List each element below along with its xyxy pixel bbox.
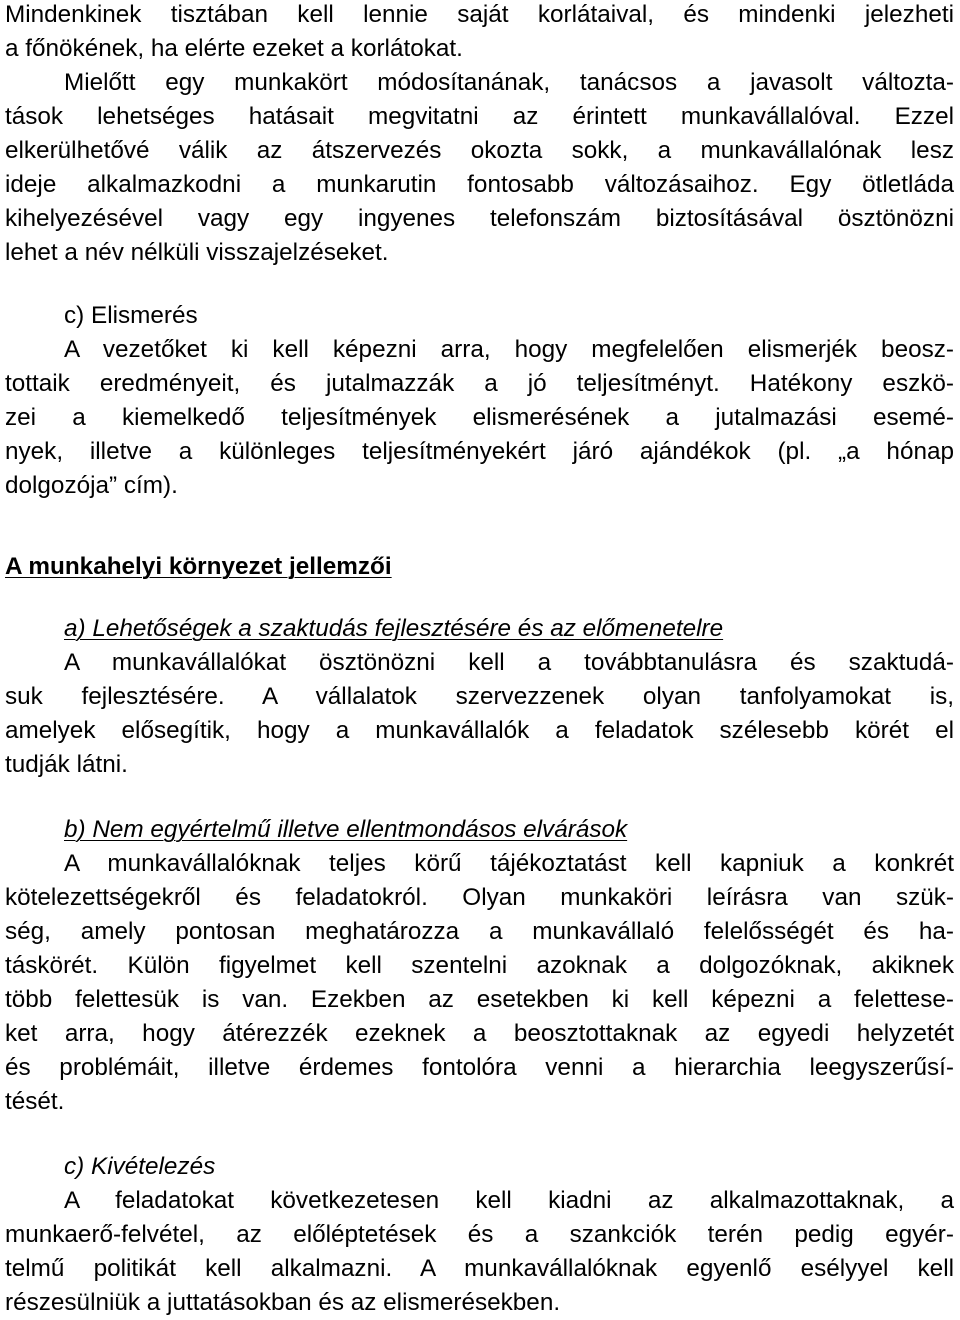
paragraph-line: A munkavállalókat ösztönözni kell a továbbtanulásra és szaktudá-: [64, 649, 954, 676]
paragraph-line: elkerülhetővé válik az átszervezés okozta sokk, a munkavállalónak lesz: [5, 137, 954, 164]
paragraph-line: suk fejlesztésére. A vállalatok szervezzenek olyan tanfolyamokat is,: [5, 683, 954, 710]
paragraph-line: A munkavállalóknak teljes körű tájékoztatást kell kapniuk a konkrét: [64, 850, 954, 877]
paragraph-line: Mielőtt egy munkakört módosítanának, tanácsos a javasolt változta-: [64, 69, 954, 96]
paragraph-line: tások lehetséges hatásait megvitatni az érintett munkavállalóval. Ezzel: [5, 103, 954, 130]
paragraph-line: kihelyezésével vagy egy ingyenes telefonszám biztosításával ösztönözni: [5, 205, 954, 232]
paragraph-line: lehet a név nélküli visszajelzéseket.: [5, 239, 389, 266]
paragraph-line: ket arra, hogy átérezzék ezeknek a beosztottaknak az egyedi helyzetét: [5, 1020, 954, 1047]
paragraph-line: ség, amely pontosan meghatározza a munkavállaló felelősségét és ha-: [5, 918, 954, 945]
section-heading-kivetelezes: c) Kivételezés: [64, 1153, 216, 1180]
paragraph-line: munkaerő-felvétel, az előléptetések és a szankciók terén pedig egyér-: [5, 1221, 954, 1248]
paragraph-line: nyek, illetve a különleges teljesítményekért járó ajándékok (pl. „a hónap: [5, 438, 954, 465]
paragraph-line: táskörét. Külön figyelmet kell szentelni azoknak a dolgozóknak, akiknek: [5, 952, 954, 979]
paragraph-line: tudják látni.: [5, 751, 128, 778]
section-heading-elvarasok: b) Nem egyértelmű illetve ellentmondásos elvárások: [64, 816, 628, 843]
paragraph-line: A feladatokat következetesen kell kiadni az alkalmazottaknak, a: [64, 1187, 954, 1214]
paragraph-line: tését.: [5, 1088, 65, 1115]
paragraph-line: és problémáit, illetve érdemes fontolóra venni a hierarchia leegyszerűsí-: [5, 1054, 954, 1081]
paragraph-line: tottaik eredményeit, és jutalmazzák a jó teljesítményt. Hatékony eszkö-: [5, 370, 954, 397]
paragraph-line: ideje alkalmazkodni a munkarutin fontosabb változásaihoz. Egy ötletláda: [5, 171, 954, 198]
paragraph-line: dolgozója” cím).: [5, 472, 178, 499]
paragraph-line: amelyek elősegítik, hogy a munkavállalók a feladatok szélesebb körét el: [5, 717, 954, 744]
section-heading-lehetosegek: a) Lehetőségek a szaktudás fejlesztésére és az előmenetelre: [64, 615, 724, 642]
section-heading-elismeres: c) Elismerés: [64, 302, 198, 329]
paragraph-line: több felettesük is van. Ezekben az esetekben ki kell képezni a felettese-: [5, 986, 954, 1013]
paragraph-line: Mindenkinek tisztában kell lennie saját korlátaival, és mindenki jelezheti: [5, 1, 954, 28]
paragraph-line: kötelezettségekről és feladatokról. Olyan munkaköri leírásra van szük-: [5, 884, 954, 911]
paragraph-line: telmű politikát kell alkalmazni. A munkavállalóknak egyenlő esélyyel kell: [5, 1255, 954, 1282]
paragraph-line: A vezetőket ki kell képezni arra, hogy megfelelően elismerjék beosz-: [64, 336, 954, 363]
paragraph-line: részesülniük a juttatásokban és az elismerésekben.: [5, 1289, 561, 1316]
main-heading: A munkahelyi környezet jellemzői: [5, 553, 392, 580]
paragraph-line: zei a kiemelkedő teljesítmények elismerésének a jutalmazási esemé-: [5, 404, 954, 431]
paragraph-line: a főnökének, ha elérte ezeket a korlátokat.: [5, 35, 463, 62]
